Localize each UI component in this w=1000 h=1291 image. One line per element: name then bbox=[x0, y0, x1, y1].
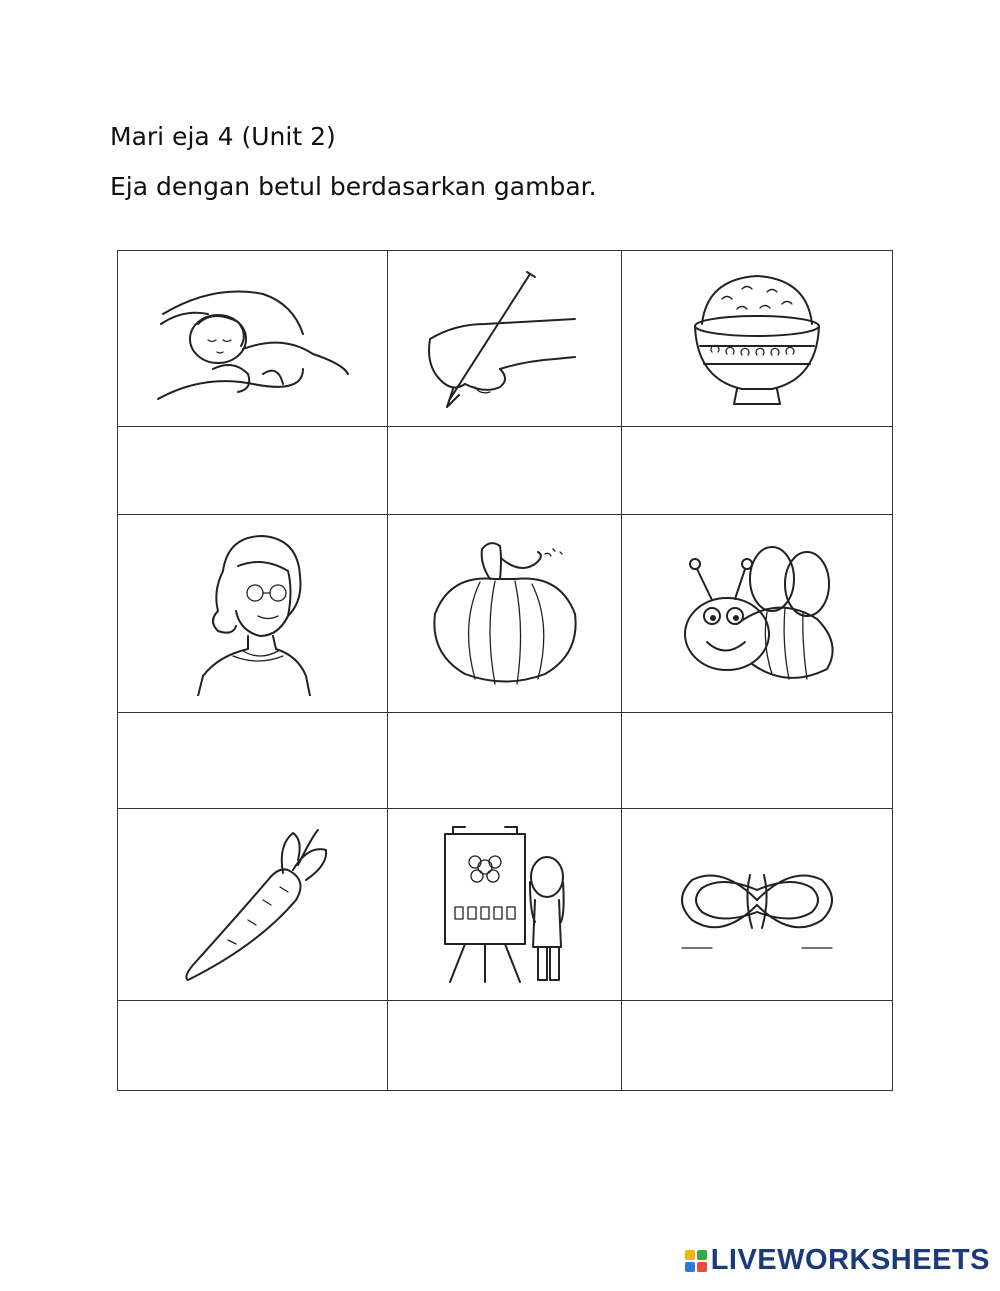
worksheet-title: Mari eja 4 (Unit 2) bbox=[110, 122, 336, 151]
logo-block bbox=[685, 1250, 695, 1260]
logo-block bbox=[697, 1262, 707, 1272]
answer-box[interactable] bbox=[622, 427, 893, 515]
spelling-grid bbox=[117, 250, 893, 1091]
picture-cell bbox=[388, 251, 622, 427]
logo-block bbox=[685, 1262, 695, 1272]
sleeping-girl-icon bbox=[153, 274, 353, 404]
picture-cell bbox=[118, 251, 388, 427]
answer-box[interactable] bbox=[388, 427, 622, 515]
worksheet-instruction: Eja dengan betul berdasarkan gambar. bbox=[110, 172, 597, 201]
logo-block bbox=[697, 1250, 707, 1260]
brand-name: LIVEWORKSHEETS bbox=[710, 1244, 990, 1276]
answer-box[interactable] bbox=[118, 1001, 388, 1091]
picture-cell bbox=[622, 515, 893, 713]
picture-cell bbox=[388, 809, 622, 1001]
answer-box[interactable] bbox=[388, 713, 622, 809]
picture-cell bbox=[388, 515, 622, 713]
bee-icon bbox=[667, 534, 847, 694]
girl-painting-easel-icon bbox=[435, 822, 575, 987]
hand-writing-pencil-icon bbox=[425, 269, 585, 409]
picture-cell bbox=[622, 251, 893, 427]
picture-cell bbox=[622, 809, 893, 1001]
answer-box[interactable] bbox=[388, 1001, 622, 1091]
answer-box[interactable] bbox=[622, 713, 893, 809]
answer-box[interactable] bbox=[622, 1001, 893, 1091]
grandmother-icon bbox=[188, 531, 318, 696]
bowl-of-rice-icon bbox=[682, 264, 832, 414]
picture-cell bbox=[118, 515, 388, 713]
pumpkin-icon bbox=[420, 534, 590, 694]
answer-box[interactable] bbox=[118, 713, 388, 809]
rope-icon bbox=[672, 850, 842, 960]
logo-blocks-icon bbox=[685, 1250, 707, 1272]
picture-cell bbox=[118, 809, 388, 1001]
carrot-icon bbox=[168, 825, 338, 985]
answer-box[interactable] bbox=[118, 427, 388, 515]
liveworksheets-logo bbox=[685, 1244, 990, 1277]
